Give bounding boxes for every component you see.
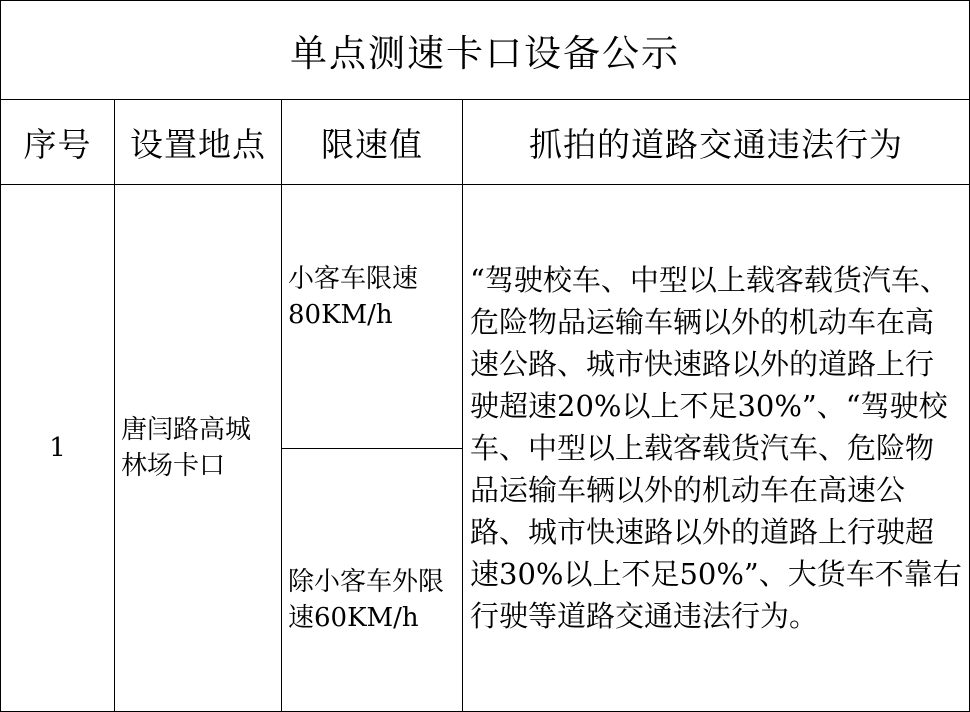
header-location: 设置地点 <box>115 100 282 185</box>
limit-other-vehicles-text: 除小客车外限速60KM/h <box>288 567 445 633</box>
header-violations: 抓拍的道路交通违法行为 <box>463 100 969 185</box>
limit-small-car-text: 小客车限速80KM/h <box>288 263 419 330</box>
header-seq: 序号 <box>1 100 115 185</box>
table-title: 单点测速卡口设备公示 <box>1 1 969 100</box>
cell-seq: 1 <box>1 185 115 711</box>
violations-text: “驾驶校车、中型以上载客载货汽车、危险物品运输车辆以外的机动车在高速公路、城市快速路以外的道路上行驶超速20%以上不足30%”、“驾驶校车、中型以上载客载货汽车、危险物品运输车辆以外的机动车在高速公路、城市快速路以外的道路上行驶超速30%以上不足50%”、大货车不靠右行驶等道路交通违法行为。 <box>470 263 962 633</box>
cell-limit-small-car <box>282 185 463 449</box>
header-speed-limit: 限速值 <box>282 100 463 185</box>
cell-limit-other-vehicles <box>282 449 463 711</box>
cell-violations <box>463 185 969 711</box>
location-text: 唐闫路高城林场卡口 <box>121 415 252 481</box>
cell-location <box>115 185 282 711</box>
